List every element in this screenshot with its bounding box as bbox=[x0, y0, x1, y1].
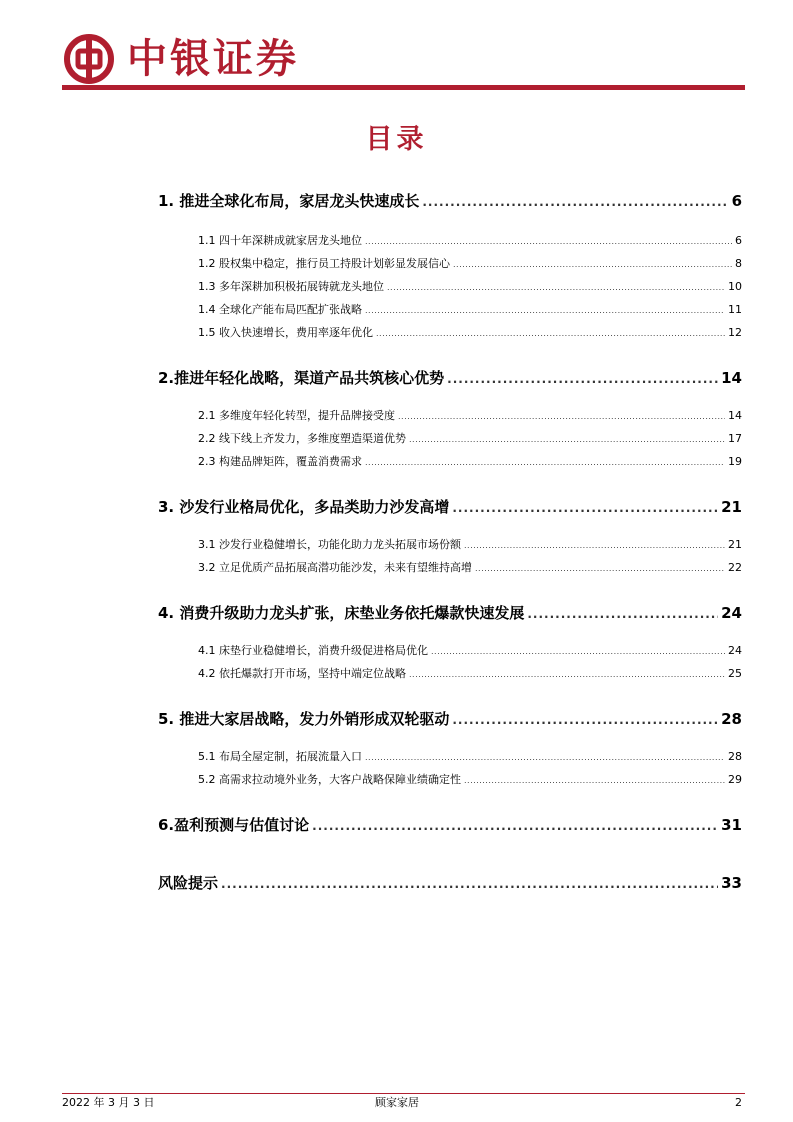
toc-page-number: 29 bbox=[728, 773, 742, 786]
toc-section-1[interactable] bbox=[158, 191, 742, 212]
toc-leader-dots bbox=[452, 498, 718, 518]
toc-item-label: 1.1 四十年深耕成就家居龙头地位 bbox=[198, 234, 362, 247]
toc-leader-dots bbox=[422, 192, 728, 212]
toc-leader-dots bbox=[475, 561, 725, 577]
bank-of-china-logo-icon bbox=[64, 34, 114, 84]
toc-page-number: 21 bbox=[728, 538, 742, 551]
toc-section-label: 2.推进年轻化战略，渠道产品共筑核心优势 bbox=[158, 369, 445, 387]
toc-page-number: 14 bbox=[721, 369, 742, 387]
toc-item-4-1[interactable] bbox=[198, 643, 742, 660]
toc-item-5-2[interactable] bbox=[198, 772, 742, 789]
toc-section-label: 风险提示 bbox=[158, 874, 219, 892]
toc-leader-dots bbox=[365, 455, 725, 471]
toc-section-2[interactable] bbox=[158, 368, 742, 389]
toc-leader-dots bbox=[431, 644, 725, 660]
toc-page-number: 28 bbox=[728, 750, 742, 763]
toc-section-4[interactable] bbox=[158, 603, 742, 624]
toc-leader-dots bbox=[527, 604, 718, 624]
toc-section-5[interactable] bbox=[158, 709, 742, 730]
toc-leader-dots bbox=[376, 326, 725, 342]
toc-leader-dots bbox=[312, 816, 718, 836]
toc-item-label: 3.1 沙发行业稳健增长，功能化助力龙头拓展市场份额 bbox=[198, 538, 461, 551]
toc-page-number: 31 bbox=[721, 816, 742, 834]
toc-item-1-1[interactable] bbox=[198, 233, 742, 250]
toc-item-label: 1.2 股权集中稳定，推行员工持股计划彰显发展信心 bbox=[198, 257, 450, 270]
toc-page-number: 6 bbox=[735, 234, 742, 247]
toc-section-risk[interactable] bbox=[158, 873, 742, 894]
toc-leader-dots bbox=[387, 280, 725, 296]
toc-page-number: 14 bbox=[728, 409, 742, 422]
footer-date: 2022 年 3 月 3 日 bbox=[62, 1096, 155, 1109]
footer-divider bbox=[62, 1093, 745, 1094]
toc-item-label: 1.3 多年深耕加积极拓展铸就龙头地位 bbox=[198, 280, 384, 293]
toc-page-number: 19 bbox=[728, 455, 742, 468]
toc-page-number: 17 bbox=[728, 432, 742, 445]
toc-leader-dots bbox=[409, 667, 725, 683]
toc-item-label: 1.4 全球化产能布局匹配扩张战略 bbox=[198, 303, 362, 316]
toc-section-label: 4. 消费升级助力龙头扩张，床垫业务依托爆款快速发展 bbox=[158, 604, 525, 622]
toc-item-3-1[interactable] bbox=[198, 537, 742, 554]
toc-item-2-3[interactable] bbox=[198, 454, 742, 471]
toc-item-1-2[interactable] bbox=[198, 256, 742, 273]
toc-item-1-5[interactable] bbox=[198, 325, 742, 342]
toc-leader-dots bbox=[464, 773, 725, 789]
toc-page-number: 24 bbox=[721, 604, 742, 622]
toc-leader-dots bbox=[452, 710, 718, 730]
toc-item-label: 3.2 立足优质产品拓展高潜功能沙发，未来有望维持高增 bbox=[198, 561, 472, 574]
toc-item-1-3[interactable] bbox=[198, 279, 742, 296]
toc-leader-dots bbox=[398, 409, 725, 425]
toc-section-6[interactable] bbox=[158, 815, 742, 836]
toc-leader-dots bbox=[365, 303, 725, 319]
toc-section-label: 1. 推进全球化布局，家居龙头快速成长 bbox=[158, 192, 420, 210]
toc-item-1-4[interactable] bbox=[198, 302, 742, 319]
brand-name: 中银证券 bbox=[127, 35, 299, 82]
toc-page-number: 24 bbox=[728, 644, 742, 657]
toc-page-number: 12 bbox=[728, 326, 742, 339]
toc-item-label: 4.1 床垫行业稳健增长，消费升级促进格局优化 bbox=[198, 644, 428, 657]
toc-page-number: 28 bbox=[721, 710, 742, 728]
toc-item-4-2[interactable] bbox=[198, 666, 742, 683]
toc-page-number: 25 bbox=[728, 667, 742, 680]
toc-page-number: 11 bbox=[728, 303, 742, 316]
toc-section-label: 6.盈利预测与估值讨论 bbox=[158, 816, 310, 834]
toc-leader-dots bbox=[464, 538, 725, 554]
toc-item-label: 2.3 构建品牌矩阵，覆盖消费需求 bbox=[198, 455, 362, 468]
toc-leader-dots bbox=[365, 750, 725, 766]
toc-item-label: 2.1 多维度年轻化转型，提升品牌接受度 bbox=[198, 409, 395, 422]
toc-page-number: 21 bbox=[721, 498, 742, 516]
toc-section-label: 5. 推进大家居战略，发力外销形成双轮驱动 bbox=[158, 710, 450, 728]
toc-leader-dots bbox=[453, 257, 732, 273]
toc-page-number: 6 bbox=[731, 192, 742, 210]
toc-item-label: 5.2 高需求拉动境外业务，大客户战略保障业绩确定性 bbox=[198, 773, 461, 786]
toc-leader-dots bbox=[365, 234, 732, 250]
toc-item-label: 4.2 依托爆款打开市场，坚持中端定位战略 bbox=[198, 667, 406, 680]
toc-leader-dots bbox=[221, 874, 718, 894]
toc-page-number: 8 bbox=[735, 257, 742, 270]
footer-page-number: 2 bbox=[735, 1096, 742, 1109]
toc-item-label: 5.1 布局全屋定制，拓展流量入口 bbox=[198, 750, 362, 763]
toc-item-5-1[interactable] bbox=[198, 749, 742, 766]
footer-company: 顾家家居 bbox=[375, 1096, 419, 1109]
toc-item-2-2[interactable] bbox=[198, 431, 742, 448]
toc-title: 目录 bbox=[365, 124, 428, 155]
toc-item-label: 1.5 收入快速增长，费用率逐年优化 bbox=[198, 326, 373, 339]
toc-section-label: 3. 沙发行业格局优化，多品类助力沙发高增 bbox=[158, 498, 450, 516]
toc-item-3-2[interactable] bbox=[198, 560, 742, 577]
page-header bbox=[0, 0, 793, 96]
header-divider bbox=[62, 85, 745, 90]
toc-item-2-1[interactable] bbox=[198, 408, 742, 425]
toc-page-number: 22 bbox=[728, 561, 742, 574]
toc-leader-dots bbox=[409, 432, 725, 448]
toc-page-number: 33 bbox=[721, 874, 742, 892]
toc-leader-dots bbox=[447, 369, 718, 389]
toc-section-3[interactable] bbox=[158, 497, 742, 518]
toc-page-number: 10 bbox=[728, 280, 742, 293]
toc-item-label: 2.2 线下线上齐发力，多维度塑造渠道优势 bbox=[198, 432, 406, 445]
